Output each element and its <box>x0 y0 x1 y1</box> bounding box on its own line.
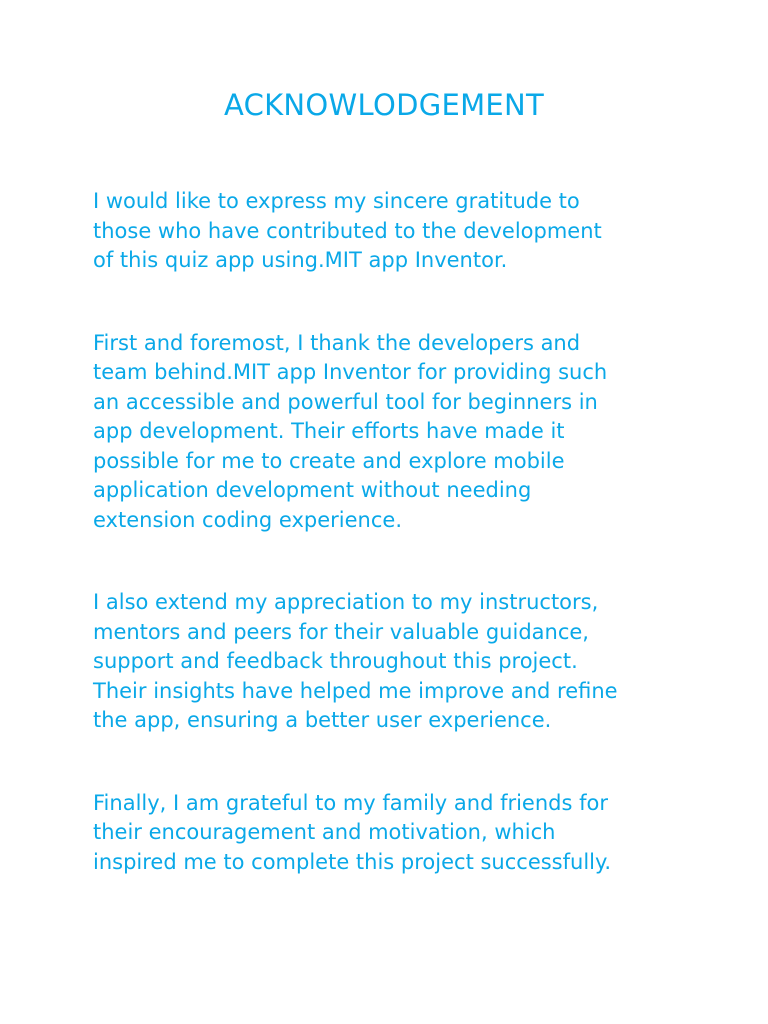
page-title: ACKNOWLODGEMENT <box>223 88 545 122</box>
text-line: app development. Their efforts have made it <box>93 419 565 443</box>
paragraph-developers <box>93 329 693 536</box>
text-line: extension coding experience. <box>93 507 402 532</box>
paragraph-intro <box>93 187 693 276</box>
text-line: possible for me to create and explore mobile <box>93 448 565 473</box>
document-body <box>93 187 693 930</box>
text-line: I would like to express my sincere gratitude to <box>93 189 580 213</box>
text-line: those who have contributed to the development <box>93 218 602 243</box>
text-line: team behind.MIT app Inventor for providing such <box>93 360 608 384</box>
paragraph-instructors <box>93 588 693 736</box>
text-line: I also extend my appreciation to my instructors, <box>93 590 599 614</box>
text-line: of this quiz app using.MIT app Inventor. <box>93 248 508 272</box>
text-line: First and foremost, I thank the developers and <box>93 330 581 355</box>
text-line: the app, ensuring a better user experience. <box>93 708 552 732</box>
paragraph-family <box>93 789 693 878</box>
text-line: an accessible and powerful tool for beginners in <box>93 389 598 414</box>
text-line: application development without needing <box>93 478 532 502</box>
text-line: Their insights have helped me improve and refine <box>93 678 618 703</box>
text-line: Finally, I am grateful to my family and friends for <box>93 790 608 815</box>
text-line: support and feedback throughout this project. <box>93 649 578 673</box>
text-line: their encouragement and motivation, which <box>93 820 556 844</box>
text-line: mentors and peers for their valuable guidance, <box>93 619 589 644</box>
text-line: inspired me to complete this project successfully. <box>93 849 612 874</box>
